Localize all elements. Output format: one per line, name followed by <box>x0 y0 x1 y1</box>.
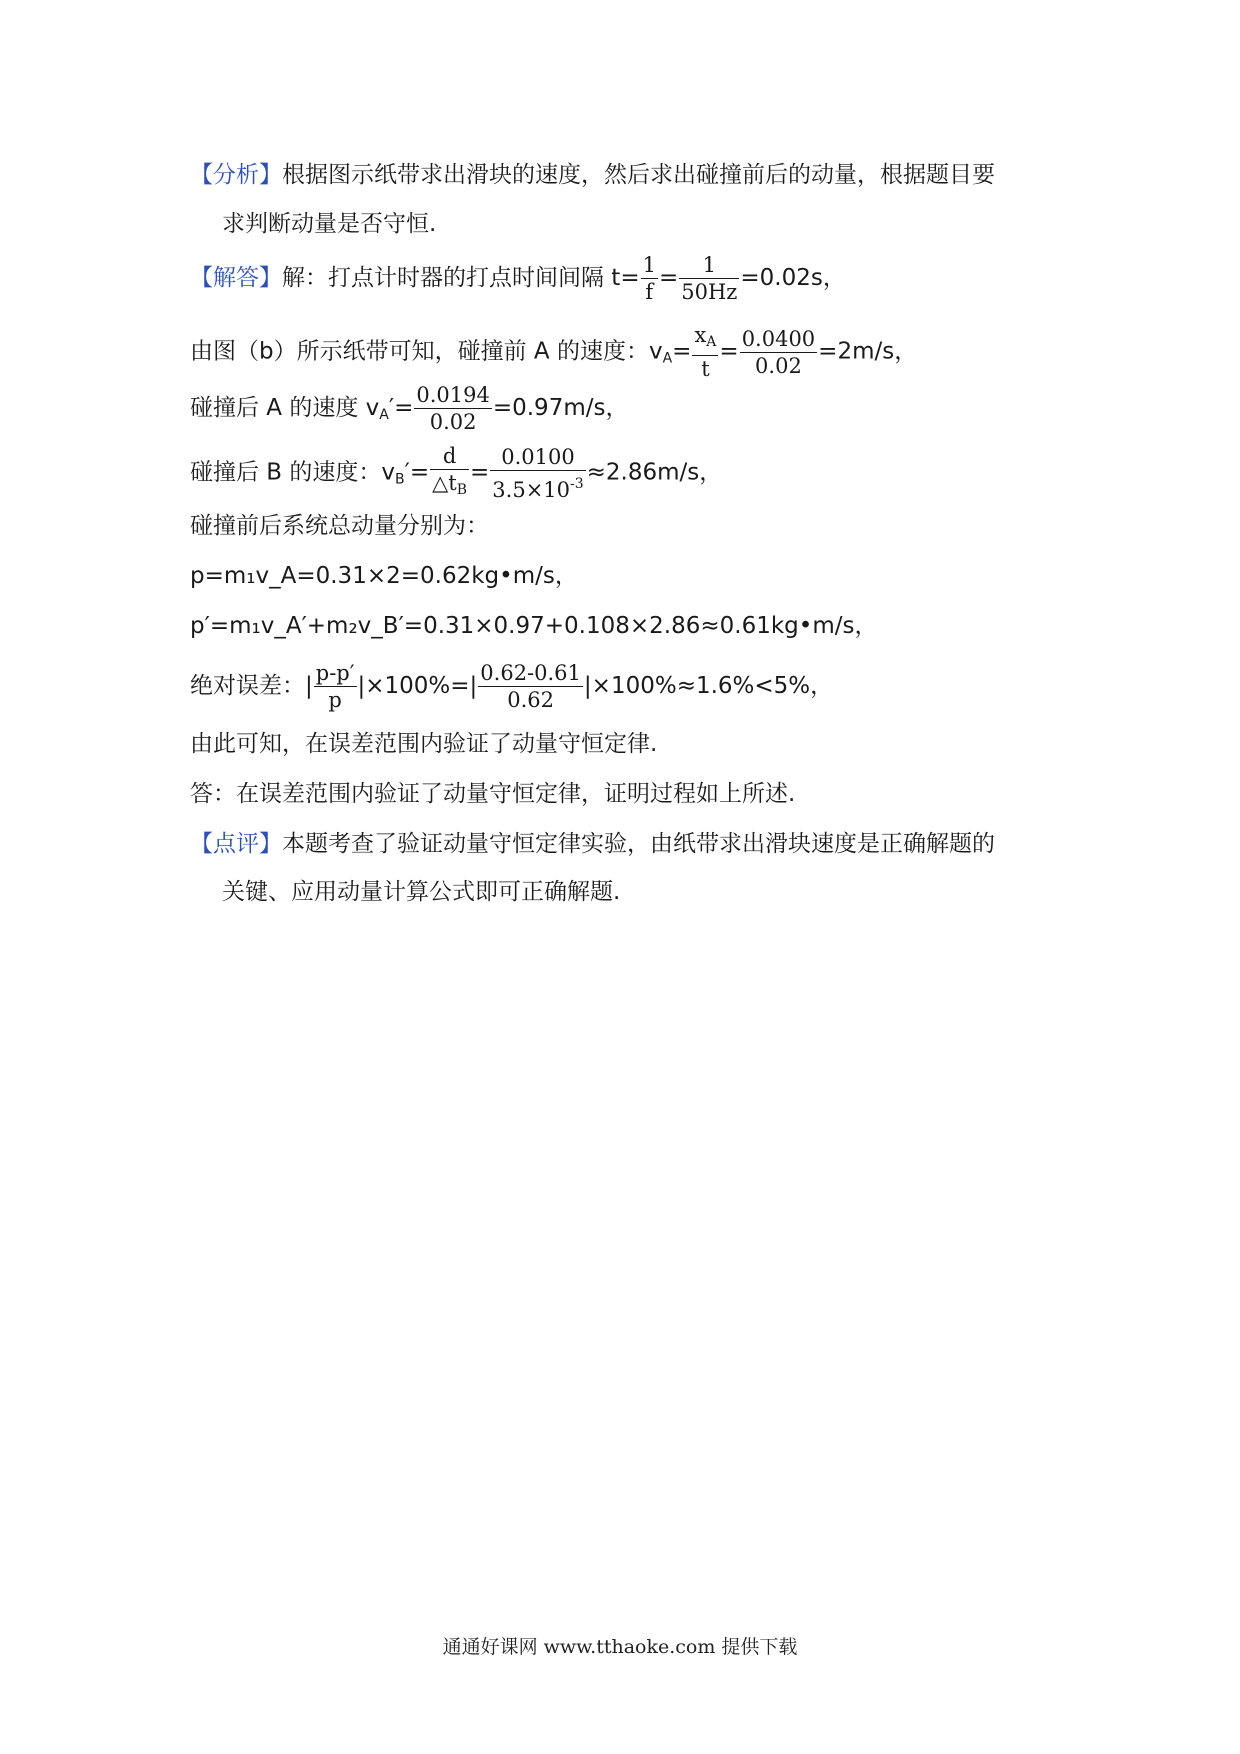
solution-line-1: 【解答】解：打点计时器的打点时间间隔 t= $\frac{1}{f}$ = $\frac{1}{50Hz}$ =0.02s， <box>190 253 846 304</box>
analysis-line-2: 求判断动量是否守恒. <box>222 211 437 237</box>
analysis-line-1: 【分析】根据图示纸带求出滑块的速度，然后求出碰撞前后的动量，根据题目要 <box>190 162 995 188</box>
fraction: $\frac{x_A}{t}$ <box>694 323 717 381</box>
analysis-tag: 【分析】 <box>190 162 282 188</box>
page-footer: 通通好课网 www.tthaoke.com 提供下载 <box>442 1636 798 1658</box>
solution-line-2: 由图（b）所示纸带可知，碰撞前 A 的速度：$v_A=$ $\frac{x_A}{t}$ = $\frac{0.0400}{0.02}$ =2m/s， <box>190 323 918 381</box>
solution-line-9: 由此可知，在误差范围内验证了动量守恒定律. <box>190 731 658 757</box>
answer-line: 答：在误差范围内验证了动量守恒定律，证明过程如上所述. <box>190 781 796 807</box>
fraction: $\frac{0.0400}{0.02}$ <box>741 326 816 378</box>
solution-line-5: 碰撞前后系统总动量分别为： <box>190 513 489 539</box>
solution-tag: 【解答】 <box>190 265 282 291</box>
solution-line-7: p′=m₁v_A′+m₂v_B′=0.31×0.97+0.108×2.86≈0.61kg•m/s， <box>190 613 878 639</box>
fraction: $\frac{d}{\triangle t_B}$ <box>432 444 468 498</box>
solution-line-3: 碰撞后 A 的速度 $v_A'=$ $\frac{0.0194}{0.02}$ =0.97m/s， <box>190 383 629 434</box>
comment-tag: 【点评】 <box>190 831 282 857</box>
fraction: $\frac{0.0100}{3.5\times 10^{-3}}$ <box>492 444 584 502</box>
solution-line-6: p=m₁v_A=0.31×2=0.62kg•m/s， <box>190 563 578 589</box>
fraction: $\frac{p-p'}{p}$ <box>315 661 355 712</box>
fraction: $\frac{1}{50Hz}$ <box>681 253 738 304</box>
solution-line-4: 碰撞后 B 的速度：$v_B'=$ $\frac{d}{\triangle t_B}$ = $\frac{0.0100}{3.5\times 10^{-3}}$ ≈2.86m/s， <box>190 444 723 502</box>
fraction: $\frac{0.0194}{0.02}$ <box>416 383 490 434</box>
solution-line-8: 绝对误差：| $\frac{p-p'}{p}$ |×100%=| $\frac{0.62-0.61}{0.62}$ |×100%≈1.6%<5%， <box>190 661 834 712</box>
comment-line-2: 关键、应用动量计算公式即可正确解题. <box>222 879 621 905</box>
fraction: $\frac{1}{f}$ <box>642 253 656 304</box>
comment-line-1: 【点评】本题考查了验证动量守恒定律实验，由纸带求出滑块速度是正确解题的 <box>190 831 995 857</box>
fraction: $\frac{0.62-0.61}{0.62}$ <box>480 661 581 712</box>
